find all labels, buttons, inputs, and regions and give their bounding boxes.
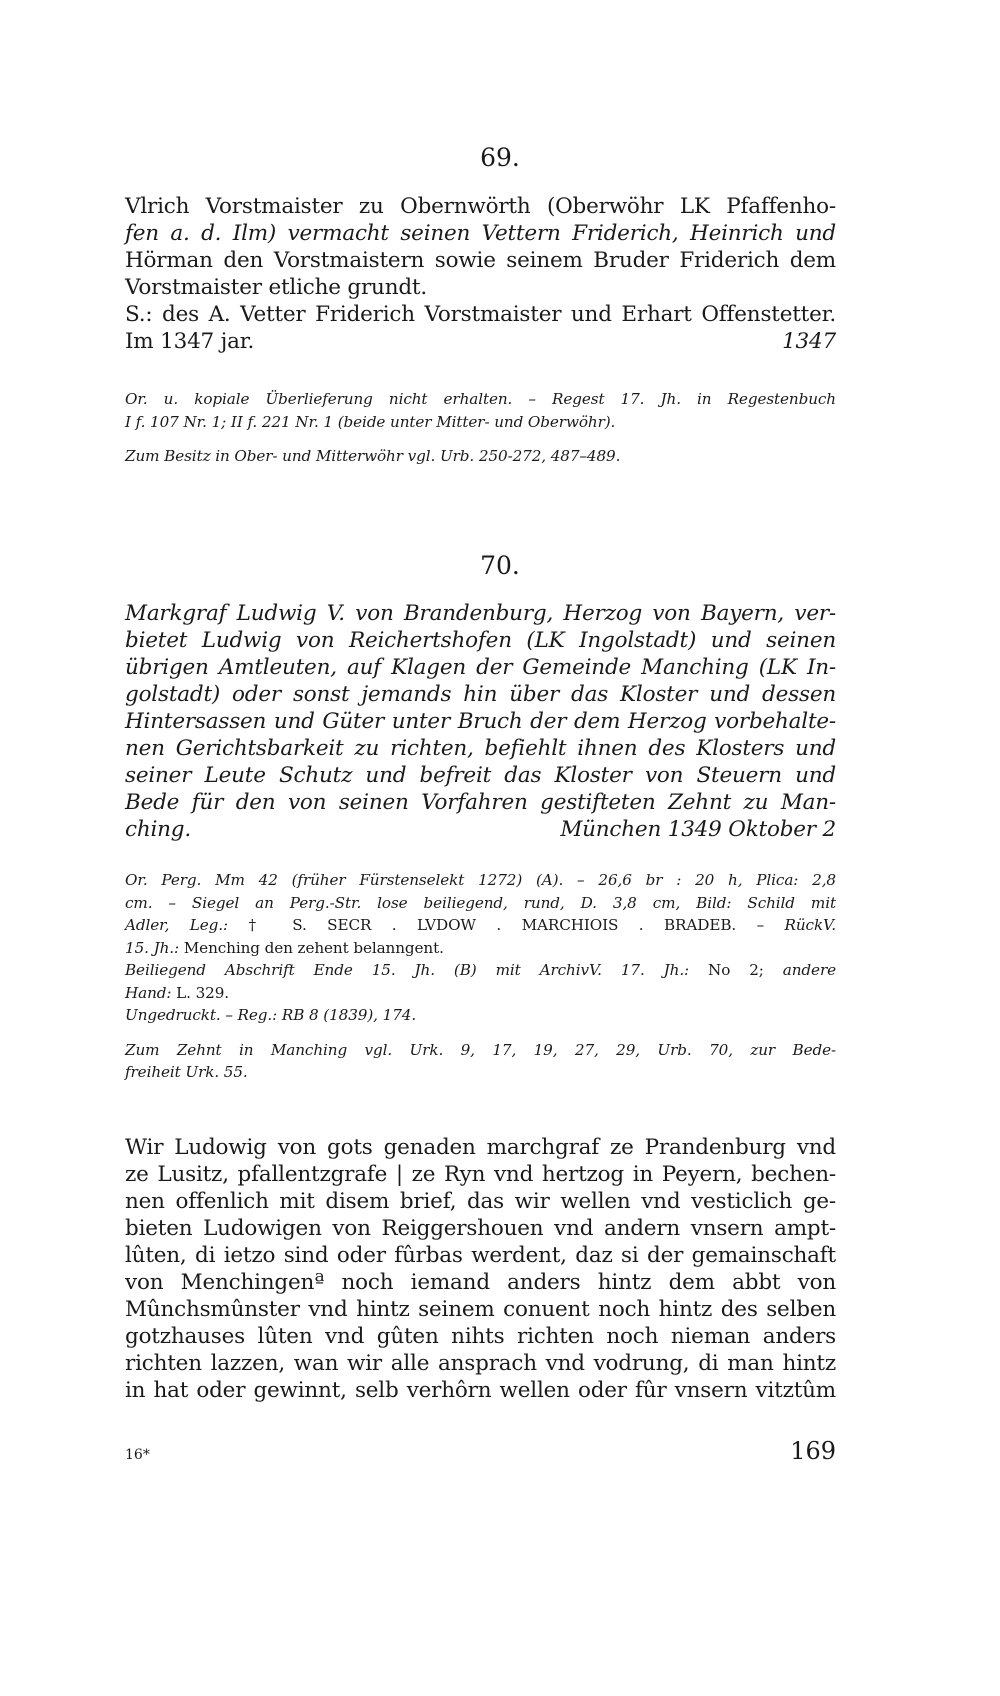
date-line (125, 328, 836, 355)
page-footer (125, 1437, 836, 1465)
note-line: Zum Zehnt in Manching vgl. Urk. 9, 17, 19, 27, 29, Urb. 70, zur Bede- (125, 1040, 836, 1059)
text-line: von Menchingenª noch iemand anders hintz dem abbt von (125, 1270, 836, 1295)
summary-line: Bede für den von seinen Vorfahren gestifteten Zehnt zu Man- (125, 790, 836, 815)
tradition-notes (125, 869, 836, 1084)
text-line: ze Lusitz, pfallentzgrafe | ze Ryn vnd hertzog in Peyern, bechen- (125, 1162, 836, 1187)
note-line: freiheit Urk. 55. (125, 1063, 248, 1081)
summary-line: Hintersassen und Güter unter Bruch der dem Herzog vorbehalte- (125, 709, 836, 734)
note-line: cm. – Siegel an Perg.-Str. lose beiliegend, rund, D. 3,8 cm, Bild: Schild mit (125, 893, 836, 912)
page-number: 169 (790, 1437, 836, 1465)
note-line (125, 914, 836, 937)
summary-line: Vorstmaister etliche grundt. (125, 275, 427, 300)
date: 1347 (782, 329, 836, 354)
summary-line: bietet Ludwig von Reichertshofen (LK Ingolstadt) und seinen (125, 628, 836, 653)
printer-signature: 16* (125, 1447, 150, 1463)
place-date: München 1349 Oktober 2 (560, 817, 836, 842)
note-line (125, 982, 836, 1005)
tradition-notes (125, 388, 836, 468)
text-line: Mûnchsmûnster vnd hintz seinem conuent noch hintz des selben (125, 1297, 836, 1322)
summary-line: Markgraf Ludwig V. von Brandenburg, Herzog von Bayern, ver- (125, 601, 836, 626)
document-number: 70. (480, 551, 520, 580)
summary-line: fen a. d. Ilm) vermacht seinen Vettern Friderich, Heinrich und (125, 221, 836, 246)
note-line: Or. Perg. Mm 42 (früher Fürstenselekt 1272) (A). – 26,6 br : 20 h, Plica: 2,8 (125, 871, 836, 889)
note-line (125, 959, 836, 982)
note-text: Beiliegend Abschrift Ende 15. Jh. (B) mit ArchivV. 17. Jh.: (125, 961, 690, 979)
text-line: in hat oder gewinnt, selb verhôrn wellen oder fûr vnsern vitztûm (125, 1378, 836, 1403)
note-text: – RückV. (736, 916, 836, 934)
text-line: gotzhauses lûten vnd gûten nihts richten noch nieman anders (125, 1324, 836, 1349)
note-label: Hand: (125, 983, 177, 1002)
regest-summary (125, 193, 836, 355)
seal-legend: † S. SECR . LVDOW . MARCHIOIS . BRADEB. (248, 916, 737, 934)
summary-line: Hörman den Vorstmaistern sowie seinem Bruder Friderich dem (125, 248, 836, 273)
regest-summary (125, 600, 836, 843)
date-text: Im 1347 jar. (125, 329, 255, 354)
note-line: I f. 107 Nr. 1; II f. 221 Nr. 1 (beide unter Mitter- und Oberwöhr). (125, 412, 616, 431)
text-line: bieten Ludowigen von Reiggershouen vnd andern vnsern ampt- (125, 1216, 836, 1241)
note-text: andere (782, 961, 836, 979)
archive-number: No 2; (689, 961, 783, 979)
note-line: Ungedruckt. – Reg.: RB 8 (1839), 174. (125, 1006, 417, 1024)
note-line (125, 937, 836, 960)
summary-line: übrigen Amtleuten, auf Klagen der Gemeinde Manching (LK In- (125, 655, 836, 680)
text-line: nen offenlich mit disem brief, das wir wellen vnd vesticlich ge- (125, 1189, 836, 1214)
summary-line: nen Gerichtsbarkeit zu richten, befiehlt ihnen des Klosters und (125, 736, 836, 761)
text-line: Wir Ludowig von gots genaden marchgraf ze Prandenburg vnd (125, 1135, 836, 1160)
text-line: richten lazzen, wan wir alle ansprach vnd vodrung, di man hintz (125, 1351, 836, 1376)
hand-text: L. 329. (176, 983, 230, 1002)
summary-line: ching. (125, 817, 192, 842)
summary-line: golstadt) oder sonst jemands hin über das Kloster und dessen (125, 682, 836, 707)
text-line: lûten, di ietzo sind oder fûrbas werdent, daz si der gemainschaft (125, 1243, 836, 1268)
summary-line: seiner Leute Schutz und befreit das Kloster von Steuern und (125, 763, 836, 788)
endorsement-text: Menching den zehent belanngent. (183, 938, 444, 957)
document-number: 69. (480, 143, 520, 172)
summary-line: Vlrich Vorstmaister zu Obernwörth (Oberwöhr LK Pfaffenho- (125, 194, 836, 219)
date-line (125, 816, 836, 843)
legend-label: Adler, Leg.: (125, 916, 249, 934)
summary-line: S.: des A. Vetter Friderich Vorstmaister und Erhart Offenstetter. (125, 302, 836, 327)
note-line: Zum Besitz in Ober- und Mitterwöhr vgl. Urb. 250-272, 487–489. (125, 447, 621, 465)
note-label: 15. Jh.: (125, 938, 184, 957)
charter-text (125, 1134, 836, 1404)
note-line: Or. u. kopiale Überlieferung nicht erhalten. – Regest 17. Jh. in Regestenbuch (125, 390, 836, 408)
